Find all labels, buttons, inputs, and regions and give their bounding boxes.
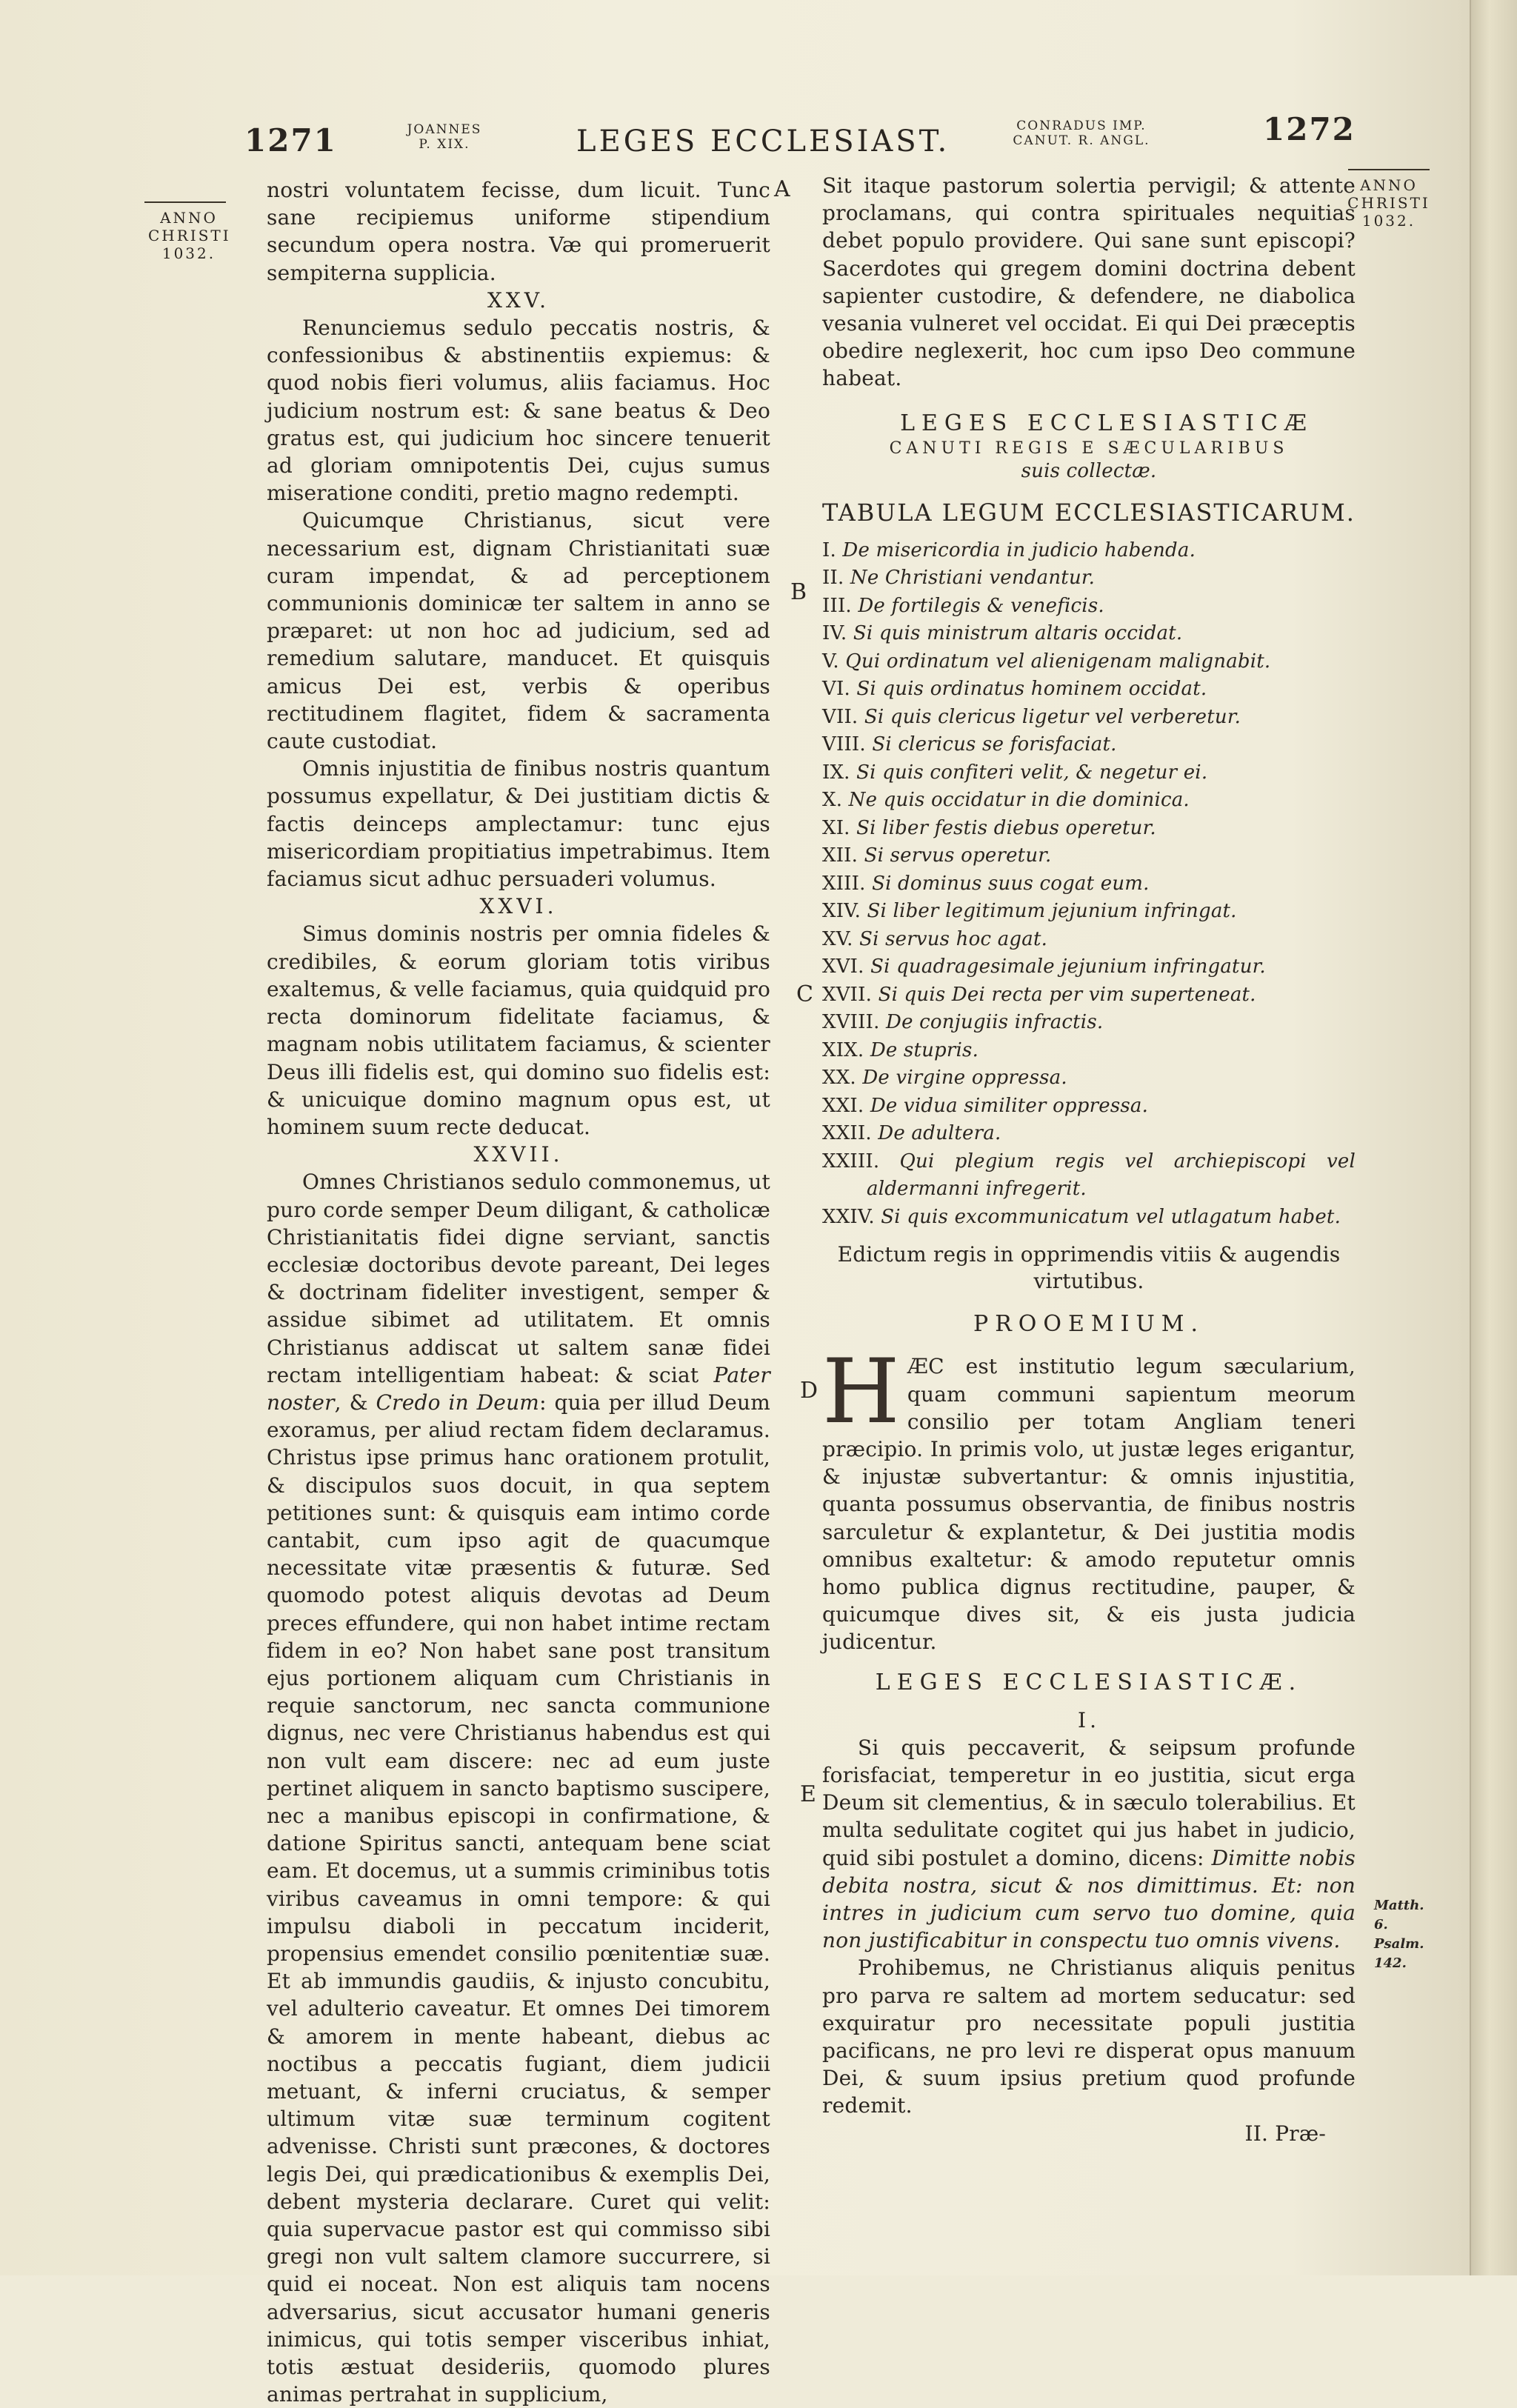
toc-entry [822, 981, 1356, 1010]
toc-entry-number: XXIV. [822, 1205, 875, 1228]
toc-entry [822, 704, 1356, 732]
left-para-3: Quicumque Christianus, sicut vere necessarium est, dignam Christianitati suæ curam impendat, & ad perceptionem communionis dominicæ ter saltem in anno se præparet: ut non hoc ad judicium, sed ad remedium salutare, manducet. Et quisquis amicus Dei est, verbis & operibus rectitudinem flagitet, fidem & sacramenta caute custodiat. [267, 508, 770, 754]
right-para-1: Sit itaque pastorum solertia pervigil; & attente proclamans, qui contra spirituales nequitias debet populo providere. Qui sane sunt episcopi? Sacerdotes qui gregem domini doctrina debent sapienter custodire, & defendere, ne diabolica vesania vulneret vel occidat. Ei qui Dei præceptis obedire neglexerit, hoc cum ipso Deo commune habeat. [822, 173, 1356, 391]
toc-entry-title: Si liber legitimum jejunium infringat. [867, 900, 1237, 923]
toc-entry-title: De conjugiis infractis. [886, 1011, 1104, 1034]
toc-entry-title: Si quis ministrum altaris occidat. [853, 622, 1183, 645]
toc-entry [822, 648, 1356, 676]
toc-entry [822, 787, 1356, 815]
toc-entry-title: De fortilegis & veneficis. [858, 594, 1104, 617]
prooemium-heading: PROOEMIUM. [973, 1311, 1204, 1338]
toc-entry-title: Si liber festis diebus operetur. [856, 816, 1156, 839]
toc-entry-number: XIX. [822, 1038, 864, 1061]
toc-entry-title: De vidua similiter oppressa. [870, 1094, 1149, 1117]
section-heading-xxvi: XXVI. [479, 894, 558, 919]
page-number-left: 1271 [244, 122, 337, 159]
toc-entry-number: XXIII. [822, 1150, 880, 1173]
toc-entry-title: De stupris. [870, 1038, 979, 1061]
running-head-emperor-line1: CONRADUS IMP. [1016, 119, 1147, 133]
section-heading-xxv: XXV. [487, 287, 550, 313]
toc-entry-number: XIV. [822, 900, 861, 923]
toc-entry-number: XXI. [822, 1094, 864, 1117]
toc-entry [822, 1204, 1356, 1232]
running-title: LEGES ECCLESIAST. [576, 124, 950, 159]
tabula-heading: TABULA LEGUM ECCLESIASTICARUM. [822, 498, 1356, 527]
year-note-left-line3: 1032. [161, 244, 216, 262]
left-para-5: Simus dominis nostris per omnia fideles & credibiles, & eorum gloriam totis viribus exaltemus, & velle faciamus, quia quidquid pro recta dominorum fidelitate faciamus, & magnam nobis utilitatem faciamus, & scienter Deus illi fidelis est, qui domino suo fidelis est: & unicuique domino magnum opus est, ut hominem suum recte deducat. [267, 921, 770, 1139]
leges-ecclesiasticae-heading: LEGES ECCLESIASTICÆ. [875, 1669, 1303, 1695]
toc-entry-number: VIII. [822, 733, 866, 756]
toc-entry-title: Si servus hoc agat. [859, 927, 1048, 950]
toc-entry [822, 1037, 1356, 1065]
toc-entry-title: Si clericus se forisfaciat. [872, 733, 1117, 756]
leges-subtitle-2: suis collectæ. [1021, 459, 1157, 482]
toc-entry-number: XII. [822, 844, 858, 867]
toc-entry-number: III. [822, 594, 852, 617]
running-head-pope-line2: P. XIX. [419, 137, 470, 152]
leges-subtitle-1: CANUTI REGIS E SÆCULARIBUS [889, 438, 1289, 458]
toc-entry-number: IV. [822, 622, 847, 645]
pater-noster-phrase: Pater noster [267, 1362, 771, 1415]
right-para-3-text: Si quis peccaverit, & seipsum profunde forisfaciat, temperetur in eo justitia, sicut erga Deum sit clementius, & in sæculo tolerabilius. Et multa sedulitate cogitet qui jus habet in judicio, quid sibi postulet a domino, dicens: [822, 1735, 1356, 1870]
toc-entry [822, 537, 1356, 565]
credo-phrase: Credo in Deum [376, 1390, 540, 1415]
toc-entry-title: Si quadragesimale jejunium infringatur. [870, 955, 1266, 978]
scripture-quote: Dimitte nobis debita nostra, sicut & nos dimittimus. Et: non intres in judicium cum servo tuo domine, quia non justificabitur in conspectu tuo omnis vivens. [822, 1845, 1356, 1953]
toc-entry-title: Si servus operetur. [864, 844, 1052, 867]
left-column [267, 176, 770, 2408]
toc-entry-number: II. [822, 567, 844, 590]
section-letter-e: E [800, 1781, 816, 1807]
toc-entry [822, 759, 1356, 787]
toc-entry-number: VI. [822, 678, 850, 701]
section-letter-d: D [800, 1378, 818, 1404]
toc-entry [822, 1064, 1356, 1093]
toc-entry-title: De virgine oppressa. [862, 1067, 1067, 1090]
prooemium-body: ÆC est institutio legum sæcularium, quam communi sapientum meorum consilio per totam Angliam teneri præcipio. In primis volo, ut justæ leges erigantur, & injustæ subvertantur: & omnis injustitia, quanta possumus observantia, de finibus nostris sarculetur & explantetur, & Dei justitia modis omnibus exaltetur: & amodo reputetur omnis homo publica dignus rectitudine, pauper, & quicumque dives sit, & eis justa judicia judicentur. [822, 1354, 1356, 1655]
toc-entry-title: Ne Christiani vendantur. [850, 567, 1096, 590]
right-margin-rule [1348, 169, 1430, 170]
year-note-right-line1: ANNO [1360, 176, 1418, 194]
toc-entry-number: X. [822, 789, 843, 812]
toc-entry-number: XX. [822, 1067, 856, 1090]
table-of-laws [822, 537, 1356, 1232]
adjacent-page-edge [1470, 0, 1517, 2275]
toc-entry [822, 676, 1356, 704]
toc-entry-number: XVII. [822, 983, 873, 1006]
toc-entry-title: Si dominus suus cogat eum. [872, 872, 1150, 895]
toc-entry-number: I. [822, 538, 836, 561]
toc-entry-number: VII. [822, 705, 858, 728]
left-para-6-rest: : quia per illud Deum exoramus, per aliud rectam fidem declaramus. Christus ipse primus hanc orationem protulit, & discipulos suos docuit, in qua septem petitiones sunt: & quisquis eam intimo corde cantabit, cum ipso agit de quacumque necessitate vitæ præsentis & futuræ. Sed quomodo potest aliquis devotas ad Deum preces effundere, qui non habet intime rectam fidem in eo? Non habet sane post transitum ejus portionem aliquam cum Christianis in requie sanctorum, nec sancta communione dignus, nec vere Christianus habendus est qui non vult eam discere: nec ad eum juste pertinet aliquem in sancto baptismo suscipere, nec a manibus episcopi in confirmatione, & datione Spiritus sancti, antequam bene sciat eam. Et docemus, ut a summis criminibus totis viribus caveamus in omni tempore: & qui impulsu diaboli in peccatum inciderit, propensius emendet consilio pœnitentiæ suæ. Et ab immundis gaudiis, & injusto concubitu, vel adulterio caveatur. Et omnes Dei timorem & amorem in mente habeant, diebus ac noctibus a peccatis fugiant, diem judicii metuant, & inferni cruciatus, & semper ultimum vitæ suæ terminum cogitent advenisse. Christi sunt præcones, & doctores legis Dei, qui prædicationibus & exemplis Dei, debent mysteria declarare. Curet qui velit: quia supervacue pastor est qui commisso sibi gregi non vult saltem clamore succurrere, si quid ei noceat. Non est aliquis tam nocens adversarius, sicut accusator humani generis inimicus, qui totis semper visceribus inhiat, totis æstuat desideriis, quomodo plures animas pertrahat in supplicium, [267, 1390, 771, 2407]
toc-entry [822, 842, 1356, 870]
section-heading-i: I. [1078, 1707, 1100, 1732]
toc-entry-title: De misericordia in judicio habenda. [842, 538, 1196, 561]
toc-entry [822, 1148, 1356, 1204]
toc-entry [822, 593, 1356, 621]
year-note-right-line2: CHRISTI [1347, 194, 1430, 212]
toc-entry-title: De adultera. [878, 1122, 1001, 1145]
left-para-2: Renunciemus sedulo peccatis nostris, & confessionibus & abstinentiis expiemus: & quod nobis fieri volumus, aliis faciamus. Hoc judicium nostrum est: & sane beatus & Deo gratus est, qui judicium hoc sincere tenuerit ad gloriam omnipotentis Dei, cujus sumus miseratione conditi, pretio magno redempti. [267, 316, 770, 506]
toc-entry-number: V. [822, 650, 839, 673]
toc-entry-title: Si quis confiteri velit, & negetur ei. [856, 761, 1208, 784]
running-head-emperor [985, 119, 1178, 148]
toc-entry [822, 870, 1356, 898]
toc-entry-title: Si quis Dei recta per vim superteneat. [878, 983, 1256, 1006]
section-heading-xxvii: XXVII. [473, 1142, 564, 1167]
scripture-ref-line1: Matth. 6. [1374, 1898, 1424, 1932]
catchword: II. Præ- [1244, 2121, 1326, 2146]
year-note-left [148, 209, 230, 262]
prooemium-text [822, 1341, 1356, 1655]
running-head-pope [396, 122, 493, 152]
toc-entry-title: Si quis excommunicatum vel utlagatum habet. [881, 1205, 1341, 1228]
left-margin-rule [144, 201, 226, 203]
toc-entry [822, 1120, 1356, 1148]
right-column [822, 172, 1356, 2147]
toc-entry-title: Ne quis occidatur in die dominica. [848, 789, 1190, 812]
scripture-reference-note [1374, 1896, 1441, 1973]
toc-entry [822, 1093, 1356, 1121]
running-head-pope-line1: JOANNES [407, 122, 482, 137]
left-para-1: nostri voluntatem fecisse, dum licuit. Tunc sane recipiemus uniforme stipendium secundum opera nostra. Væ qui promeruerit sempiterna supplicia. [267, 178, 770, 285]
toc-entry [822, 898, 1356, 926]
left-para-4: Omnis injustitia de finibus nostris quantum possumus expellatur, & Dei justitiam dictis & factis deinceps amplectamur: tunc ejus misericordiam propitiatius impetrabimus. Item faciamus sicut adhuc persuaderi volumus. [267, 756, 770, 892]
toc-entry-title: Qui ordinatum vel alienigenam malignabit. [845, 650, 1271, 673]
right-para-3 [822, 1734, 1356, 1955]
running-head-emperor-line2: CANUT. R. ANGL. [1013, 133, 1150, 148]
edict-heading: Edictum regis in opprimendis vitiis & augendis virtutibus. [837, 1242, 1341, 1294]
scripture-ref-line2: Psalm. 142. [1374, 1936, 1424, 1971]
left-para-6 [267, 1168, 770, 2408]
year-note-right [1344, 176, 1433, 230]
toc-entry [822, 564, 1356, 593]
year-note-left-line1: ANNO [160, 209, 218, 227]
toc-entry [822, 953, 1356, 981]
left-para-6-start: Omnes Christianos sedulo commonemus, ut puro corde semper Deum diligant, & catholicæ Christianitatis fidei digne serviant, sanctis ecclesiæ doctoribus devote pareant, Dei leges & doctrinam fideliter investigent, semper & assidue sibimet ad utilitatem. Et omnis Christianus addiscat ut saltem sanæ fidei rectam intelligentiam habeat: & sciat [267, 1170, 770, 1387]
toc-entry-number: XIII. [822, 872, 866, 895]
leges-title: LEGES ECCLESIASTICÆ [900, 410, 1313, 436]
year-note-right-line3: 1032. [1361, 212, 1416, 230]
right-para-4: Prohibemus, ne Christianus aliquis penitus pro parva re saltem ad mortem seducatur: sed exquiratur pro necessitate populi justitia pacificans, ne pro levi re disperat opus manuum Dei, & suum ipsius pretium quod profunde redemit. [822, 1955, 1356, 2118]
toc-entry-number: XI. [822, 816, 850, 839]
toc-entry [822, 815, 1356, 843]
toc-entry-title: Qui plegium regis vel archiepiscopi vel aldermanni infregerit. [867, 1150, 1356, 1201]
section-letter-a: A [774, 176, 790, 202]
toc-entry [822, 620, 1356, 648]
toc-entry-number: XVI. [822, 955, 864, 978]
left-para-6-mid: , & [334, 1390, 368, 1415]
section-letter-c: C [796, 981, 813, 1007]
toc-entry [822, 1009, 1356, 1037]
section-letter-b: B [790, 579, 807, 605]
toc-entry-number: XVIII. [822, 1011, 880, 1034]
toc-entry-number: IX. [822, 761, 850, 784]
toc-entry-title: Si quis clericus ligetur vel verberetur. [864, 705, 1241, 728]
toc-entry-number: XXII. [822, 1122, 872, 1145]
toc-entry-number: XV. [822, 927, 853, 950]
year-note-left-line2: CHRISTI [148, 227, 231, 244]
toc-entry-title: Si quis ordinatus hominem occidat. [856, 678, 1207, 701]
drop-cap-h: H [822, 1341, 900, 1444]
toc-entry [822, 731, 1356, 759]
toc-entry [822, 926, 1356, 954]
page-number-right: 1272 [1263, 111, 1356, 147]
